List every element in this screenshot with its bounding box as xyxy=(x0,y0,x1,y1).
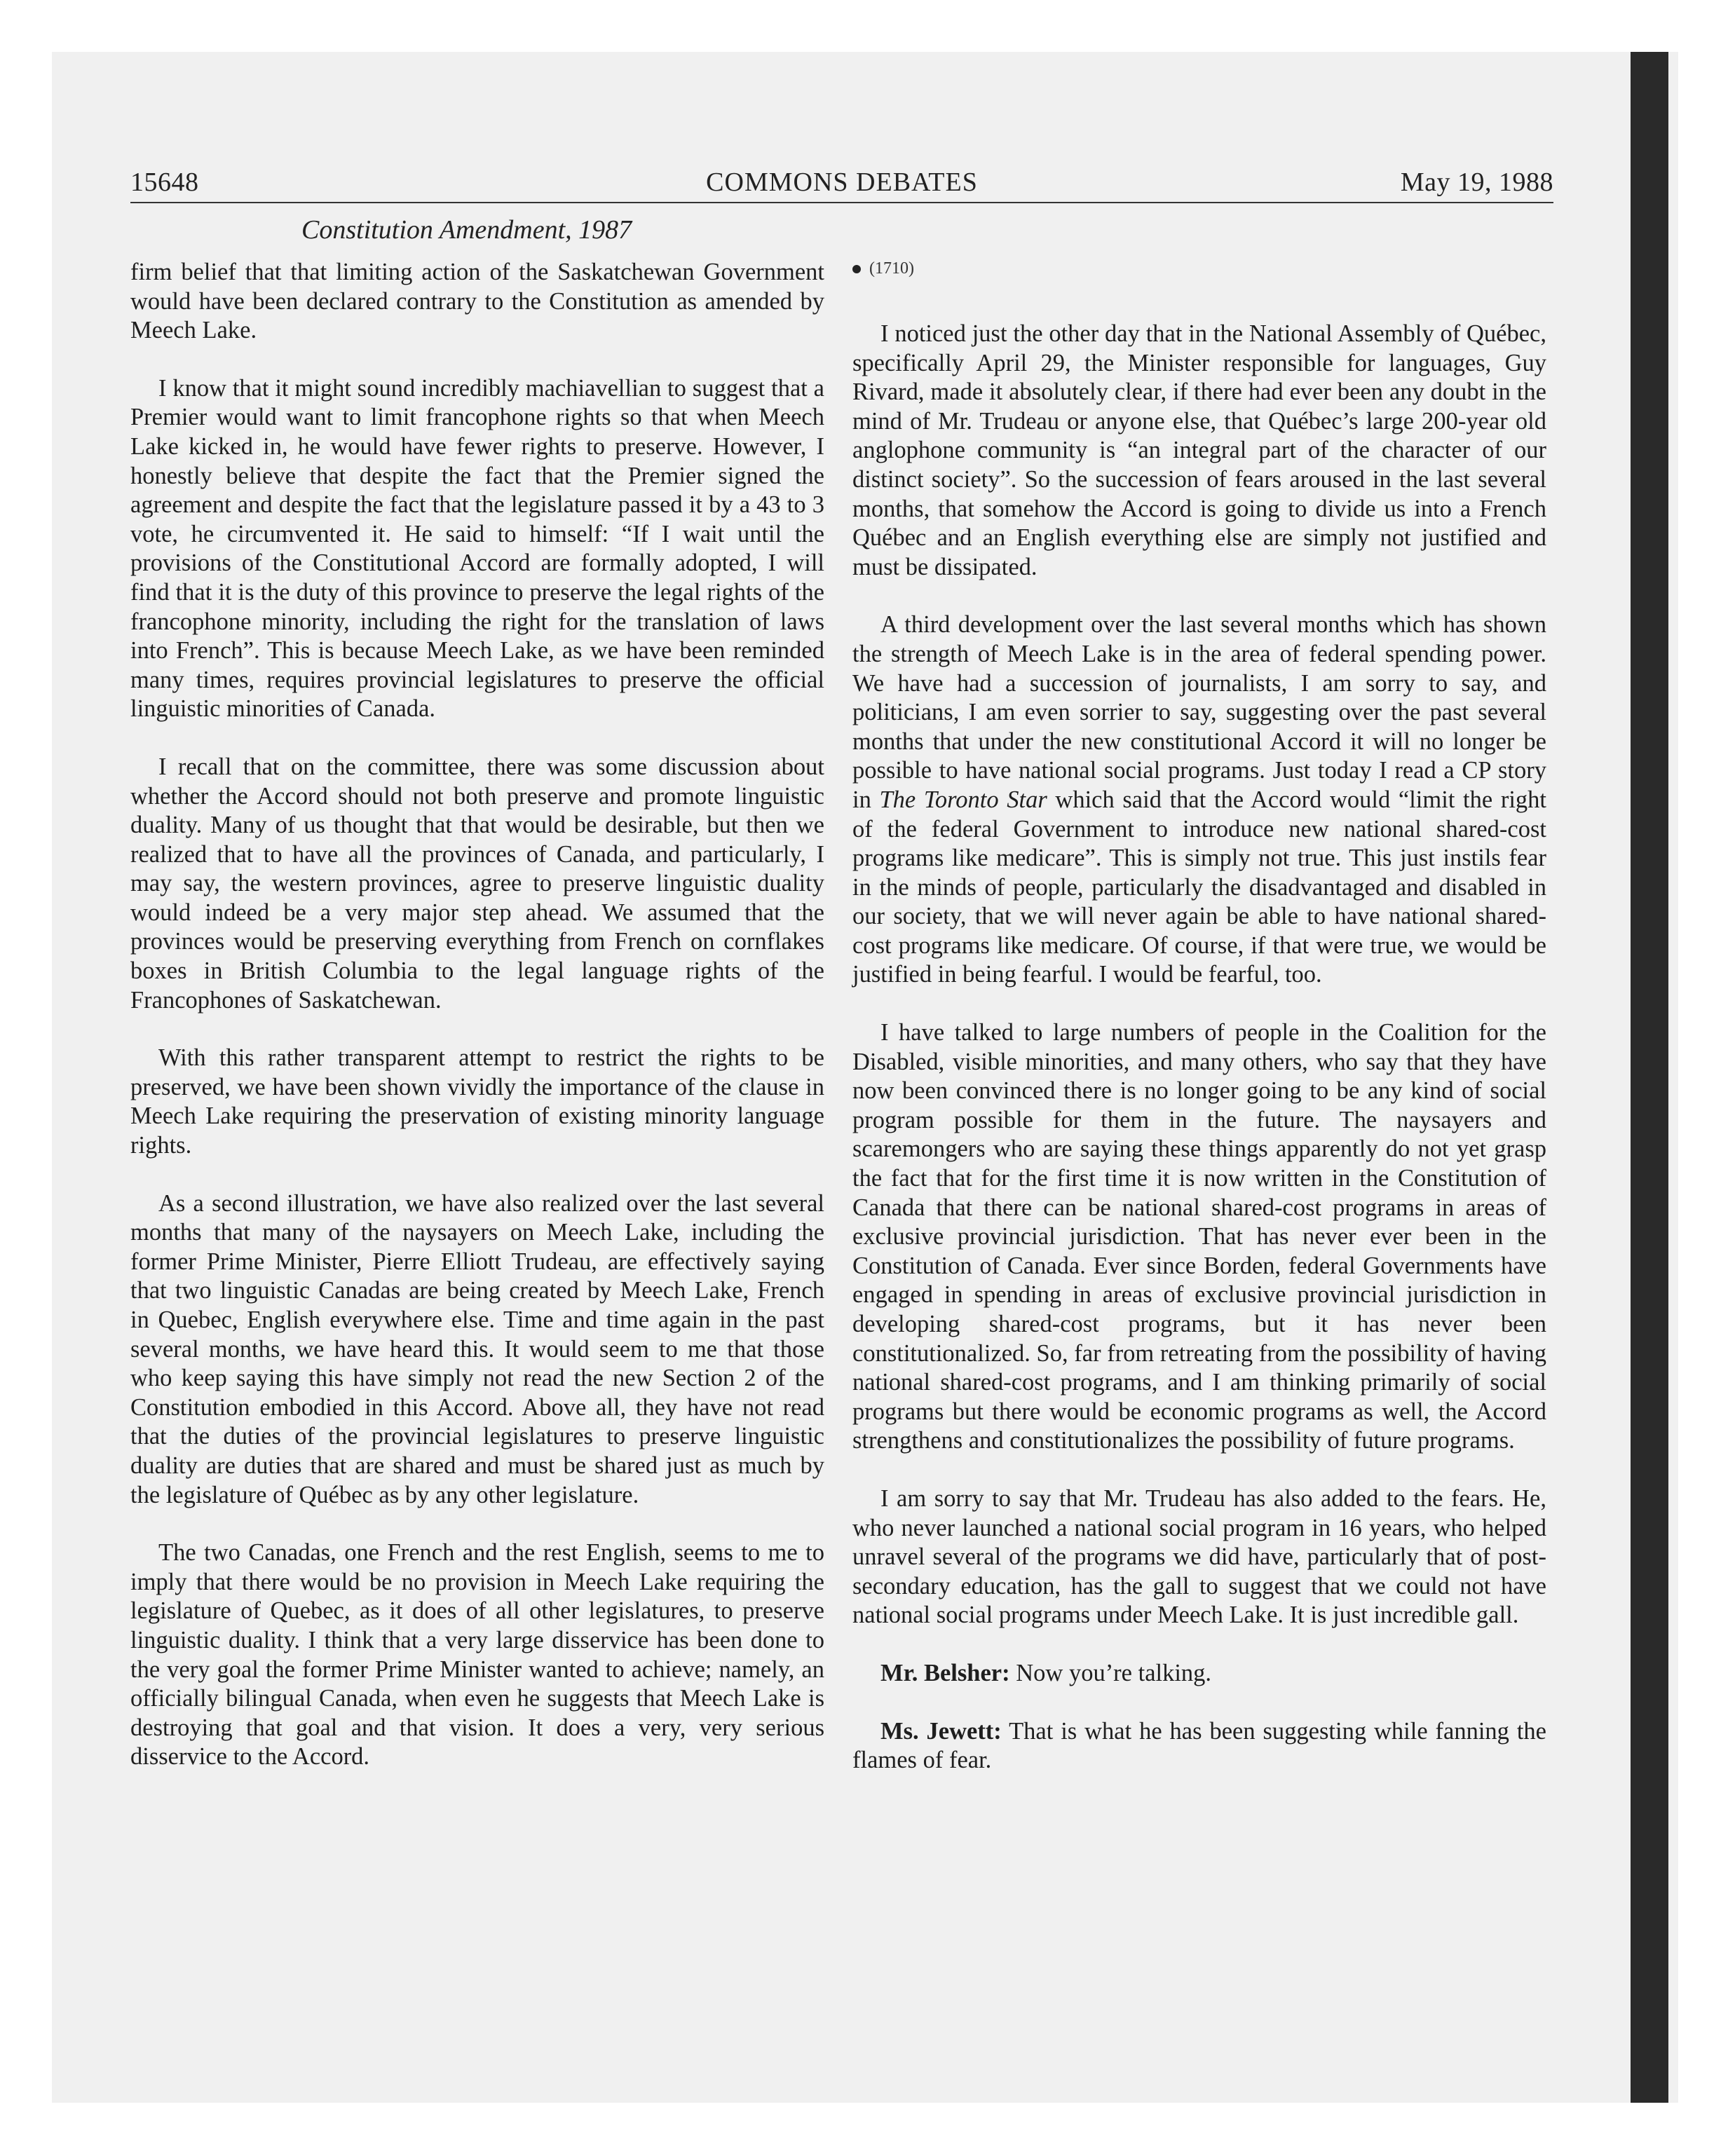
paragraph-text: which said that the Accord would “limit the right of the federal Government to introduce new national shared-cost programs like medicare”. This is simply not true. This just instils fear in the minds of people, particularly the disadvantaged and disabled in our society, that we will never again be able to have national shared-cost programs like medicare. Of course, if that were true, we would be justified in being fearful. I would be fearful, too. xyxy=(852,786,1546,988)
paragraph: I recall that on the committee, there was some discussion about whether the Accord should not both preserve and promote linguistic duality. Many of us thought that that would be desirable, but then we realized that to have all the provinces of Canada, and particularly, I may say, the western provinces, agree to preserve linguistic duality would indeed be a very major step ahead. We assumed that the provinces would be preserving everything from French on cornflakes boxes in British Columbia to the legal language rights of the Francophones of Saskatchewan. xyxy=(130,753,824,1014)
page-header xyxy=(130,167,1553,200)
running-head: Constitution Amendment, 1987 xyxy=(301,215,632,245)
interjection xyxy=(852,1717,1546,1775)
time-marker xyxy=(852,258,1546,279)
header-rule xyxy=(130,202,1553,203)
speech-text: That is what he has been suggesting while fanning the flames of fear. xyxy=(852,1717,1546,1774)
newspaper-title: The Toronto Star xyxy=(879,786,1047,813)
page-number: 15648 xyxy=(130,168,199,197)
paragraph: I have talked to large numbers of people in the Coalition for the Disabled, visible minorities, and many others, who say that they have now been convinced there is no longer going to be any kind of social program possible for them in the future. The naysayers and scaremongers who are saying these things apparently do not yet grasp the fact that for the first time it is now written in the Constitution of Canada that there can be national shared-cost programs in areas of exclusive provincial jurisdiction. That has never ever been in the Constitution of Canada. Ever since Borden, federal Governments have engaged in spending in areas of exclusive provincial jurisdiction in developing shared-cost programs, but it has never been constitutionalized. So, far from retreating from the possibility of having national shared-cost programs, and I am thinking primarily of social programs but there would be economic programs as well, the Accord strengthens and constitutionalizes the possibility of future programs. xyxy=(852,1019,1546,1454)
page-date: May 19, 1988 xyxy=(1400,168,1553,197)
paragraph: The two Canadas, one French and the rest English, seems to me to imply that there would be no provision in Meech Lake requiring the legislature of Quebec, as it does of all other legislatures, to preserve linguistic duality. I think that a very large disservice has been done to the very goal the former Prime Minister wanted to achieve; namely, an officially bilingual Canada, when even he suggests that Meech Lake is destroying that goal and that vision. It does a very, very serious disservice to the Accord. xyxy=(130,1539,824,1770)
speaker-name: Ms. Jewett: xyxy=(880,1717,1002,1745)
bullet-icon xyxy=(852,265,861,273)
speaker-name: Mr. Belsher: xyxy=(880,1659,1010,1686)
speech-text: Now you’re talking. xyxy=(1009,1659,1212,1686)
right-column xyxy=(852,258,1546,1804)
paragraph: I noticed just the other day that in the National Assembly of Québec, specifically April 29, the Minister responsible for languages, Guy Rivard, made it absolutely clear, if there had ever been any doubt in the mind of Mr. Trudeau or anyone else, that Québec’s large 200-year old anglophone community is “an integral part of the character of our distinct society”. So the succession of fears aroused in the last several months, that somehow the Accord is going to divide us into a French Québec and an English everything else are simply not justified and must be dissipated. xyxy=(852,320,1546,580)
paragraph: I am sorry to say that Mr. Trudeau has also added to the fears. He, who never launched a national social program in 16 years, who helped unravel several of the programs we did have, particularly that of post-secondary education, has the gall to suggest that we could not have national social programs under Meech Lake. It is just incredible gall. xyxy=(852,1485,1546,1629)
paragraph: As a second illustration, we have also realized over the last several months that many of the naysayers on Meech Lake, including the former Prime Minister, Pierre Elliott Trudeau, are effectively saying that two linguistic Canadas are being created by Meech Lake, French in Quebec, English everywhere else. Time and time again in the past several months, we have heard this. It would seem to me that those who keep saying this have simply not read the new Section 2 of the Constitution embodied in this Accord. Above all, they have not read that the duties of the provincial legislatures to preserve linguistic duality are duties that are shared and must be shared just as much by the legislature of Québec as by any other legislature. xyxy=(130,1189,824,1508)
paragraph: I know that it might sound incredibly machiavellian to suggest that a Premier would want to limit francophone rights so that when Meech Lake kicked in, he would have fewer rights to preserve. However, I honestly believe that despite the fact that the Premier signed the agreement and despite the fact that the legislature passed it by a 43 to 3 vote, he circumvented it. He said to himself: “If I wait until the provisions of the Constitutional Accord are formally adopted, I will find that it is the duty of this province to preserve the legal rights of the francophone minority, including the right for the translation of laws into French”. This is because Meech Lake, as we have been reminded many times, requires provincial legislatures to preserve the official linguistic minorities of Canada. xyxy=(130,374,824,723)
scan-edge xyxy=(1631,52,1668,2103)
left-column xyxy=(130,258,824,1801)
time-marker-text: (1710) xyxy=(869,259,914,278)
paragraph-text: A third development over the last several months which has shown the strength of Meech Lake is in the area of federal spending power. We have had a succession of journalists, I am sorry to say, and politicians, I am even sorrier to say, suggesting over the past several months that under the new constitutional Accord it will no longer be possible to have national social programs. Just today I read a CP story in xyxy=(852,611,1546,813)
interjection xyxy=(852,1659,1546,1688)
paragraph xyxy=(852,610,1546,990)
paragraph: firm belief that that limiting action of the Saskatchewan Government would have been declared contrary to the Constitution as amended by Meech Lake. xyxy=(130,259,824,344)
paragraph: With this rather transparent attempt to restrict the rights to be preserved, we have been shown vividly the importance of the clause in Meech Lake requiring the preservation of existing minority language rights. xyxy=(130,1044,824,1159)
publication-title: COMMONS DEBATES xyxy=(706,168,978,197)
